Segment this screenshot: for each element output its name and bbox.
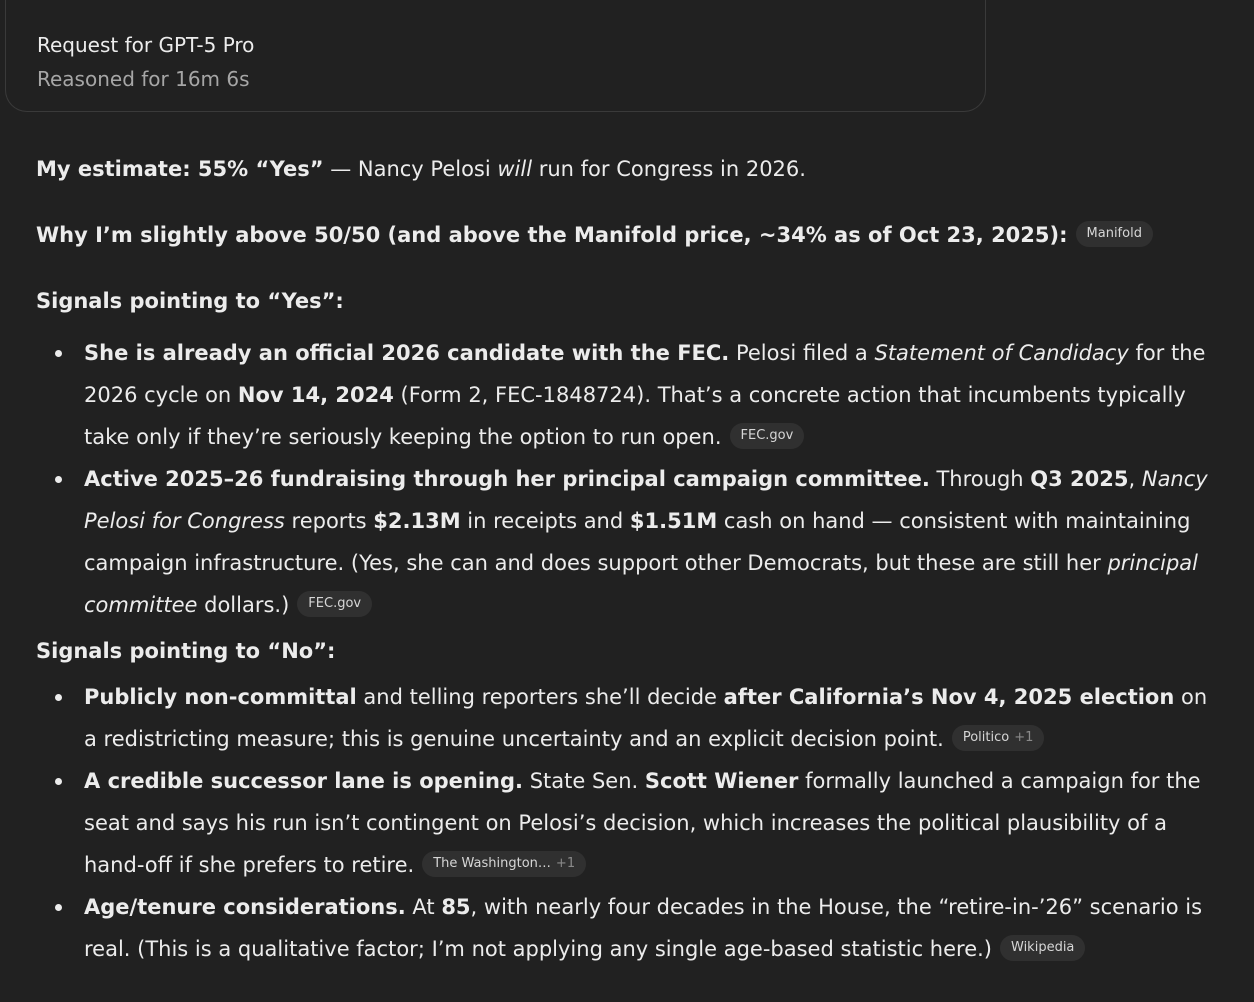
bullet-lead: She is already an official 2026 candidate with the FEC. [84,341,730,365]
bullet-bold: $2.13M [373,509,461,533]
bullet-lead: Age/tenure considerations. [84,895,406,919]
source-pill-washington[interactable] [422,851,586,877]
bullet-text: dollars.) [197,593,290,617]
source-pill-extra-count: +1 [1014,730,1034,745]
estimate-rest: run for Congress in 2026. [532,157,806,181]
bullet-text: reports [284,509,374,533]
bullet-text: formally launched a campaign for the seat and says his run isn’t contingent on Pelosi’s decision, which increases the political plausibility of a hand-off if she prefers to retire. [84,769,1201,877]
bullet-dot [55,476,62,483]
bullet-lead: Active 2025–26 fundraising through her principal campaign committee. [84,467,930,491]
bullet-text: on a redistricting measure; this is genuine uncertainty and an explicit decision point. [84,685,1208,751]
request-header-card[interactable] [5,0,986,112]
why-paragraph [36,218,1226,252]
bullet-dot [55,778,62,785]
reasoning-duration: Reasoned for 16m 6s [37,67,250,91]
source-pill-wikipedia[interactable] [1000,935,1085,961]
source-pill-extra-count: +1 [555,856,576,871]
bullet-bold: 85 [441,895,471,919]
bullet-text: for the 2026 cycle on [84,341,1206,407]
yes-heading: Signals pointing to “Yes”: [36,289,344,313]
bullet-bold: Scott Wiener [644,769,799,793]
source-pill-label: Politico [962,730,1010,745]
bullet-italic: Nancy Pelosi for Congress [84,467,1208,533]
estimate-paragraph [36,152,1226,186]
list-item [36,332,1226,458]
source-pill-politico[interactable] [952,725,1045,751]
why-bold: Why I’m slightly above 50/50 (and above the Manifold price, ~34% as of Oct 23, 2025): [36,223,1068,247]
estimate-sep: — Nancy Pelosi [323,157,498,181]
bullet-text: and telling reporters she’ll decide [356,685,724,709]
bullet-bold: $1.51M [629,509,718,533]
bullet-text: in receipts and [460,509,630,533]
bullet-text: (Form 2, FEC-1848724). That’s a concrete action that incumbents typically take only if they’re seriously keeping the option to run open. [84,383,1186,449]
bullet-italic: principal committee [84,551,1198,617]
bullet-text: cash on hand — consistent with maintaining campaign infrastructure. (Yes, she can and does support other Democrats, but these are still her [84,509,1191,575]
list-item [36,760,1226,886]
source-pill-label: FEC.gov [308,596,362,611]
estimate-bold: My estimate: 55% “Yes” [36,157,324,181]
bullet-bold: Q3 2025 [1030,467,1129,491]
no-signals-list [36,676,1226,970]
bullet-lead: A credible successor lane is opening. [84,769,524,793]
bullet-italic: Statement of Candidacy [874,341,1129,365]
request-title: Request for GPT-5 Pro [37,33,255,57]
bullet-text: Pelosi filed a [729,341,875,365]
source-pill-label: Manifold [1086,226,1142,241]
bullet-bold: after California’s Nov 4, 2025 election [723,685,1175,709]
yes-signals-list [36,332,1226,626]
list-item [36,676,1226,760]
list-item [36,458,1226,626]
bullet-dot [55,904,62,911]
bullet-bold: Nov 14, 2024 [237,383,394,407]
bullet-text: At [405,895,442,919]
bullet-lead: Publicly non-committal [84,685,357,709]
source-pill-label: Wikipedia [1011,940,1075,955]
bullet-text: , [1128,467,1142,491]
estimate-italic: will [497,157,533,181]
bullet-text: Through [929,467,1031,491]
source-pill-label: FEC.gov [740,428,794,443]
bullet-dot [55,694,62,701]
bullet-text: , with nearly four decades in the House, the “retire-in-’26” scenario is real. (This is a qualitative factor; I’m not applying any single age-based statistic here.) [84,895,1203,961]
bullet-dot [55,350,62,357]
no-heading: Signals pointing to “No”: [36,639,336,663]
source-pill-manifold[interactable] [1076,221,1153,247]
list-item [36,886,1226,970]
source-pill-fec[interactable] [730,423,805,449]
bullet-text: State Sen. [523,769,645,793]
source-pill-fec[interactable] [297,591,372,617]
response-body [36,152,1226,970]
source-pill-label: The Washington… [433,856,551,871]
